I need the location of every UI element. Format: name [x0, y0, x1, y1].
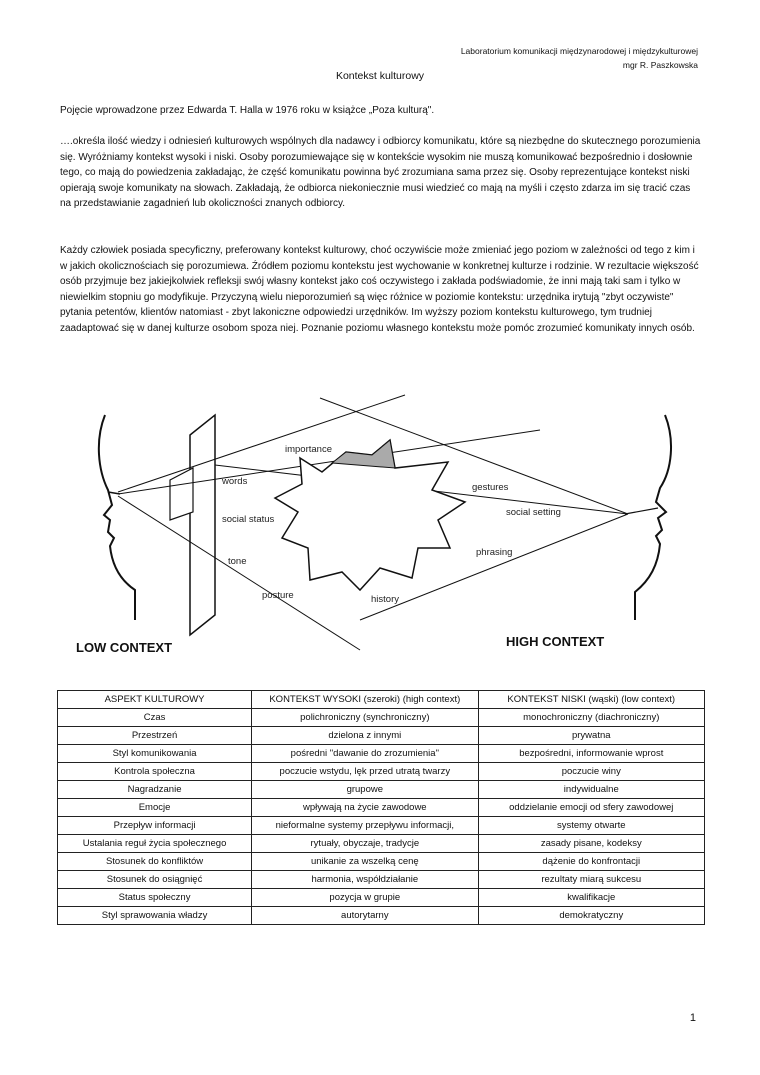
label-gestures: gestures	[472, 482, 509, 493]
context-diagram-svg	[60, 380, 710, 665]
row-aspect: Czas	[58, 709, 252, 727]
context-comparison-table	[57, 690, 705, 925]
row-low: poczucie winy	[478, 763, 704, 781]
row-aspect: Kontrola społeczna	[58, 763, 252, 781]
label-social-setting: social setting	[506, 507, 561, 518]
row-low: indywidualne	[478, 781, 704, 799]
right-eye	[625, 508, 658, 514]
row-high: pośredni "dawanie do zrozumienia"	[252, 745, 478, 763]
row-aspect: Stosunek do osiągnięć	[58, 871, 252, 889]
row-high: dzielona z innymi	[252, 727, 478, 745]
table-row	[58, 709, 705, 727]
header-high-context: KONTEKST WYSOKI (szeroki) (high context)	[252, 691, 478, 709]
label-words: words	[222, 476, 248, 487]
definition-paragraph: ….określa ilość wiedzy i odniesień kulturowych wspólnych dla nadawcy i odbiorcy komunikatu, które są niezbędne do skutecznego porozumienia się. Wyróżniamy kontekst wysoki i niski. Osoby porozumiewające się w kontekście wysokim nie muszą komunikować bezpośrednio i dosłownie tego, co mają do powiedzenia zakładając, że część komunikatu powinna być zrozumiana sama przez się. Osoby reprezentujące kontekst niski opierają swoje komunikaty na słowach. Zakładają, że odbiorca niekoniecznie musi wiedzieć co mają na myśli i często zdarza im się tracić czas na przedstawianie zagadnień lub okoliczności znanych odbiorcy.	[60, 136, 701, 209]
table-row	[58, 889, 705, 907]
row-aspect: Przestrzeń	[58, 727, 252, 745]
context-diagram	[60, 380, 710, 665]
row-low: rezultaty miarą sukcesu	[478, 871, 704, 889]
label-low-context: LOW CONTEXT	[76, 640, 173, 655]
table-row	[58, 763, 705, 781]
shaded-region	[332, 440, 395, 468]
row-low: systemy otwarte	[478, 817, 704, 835]
row-aspect: Stosunek do konfliktów	[58, 853, 252, 871]
row-low: demokratyczny	[478, 907, 704, 925]
row-low: kwalifikacje	[478, 889, 704, 907]
header-institution: Laboratorium komunikacji międzynarodowej i międzykulturowej	[460, 46, 698, 56]
label-social-status: social status	[222, 514, 275, 525]
table-row	[58, 817, 705, 835]
table-row	[58, 907, 705, 925]
row-high: wpływają na życie zawodowe	[252, 799, 478, 817]
page-number: 1	[689, 1012, 696, 1024]
table-header-row	[58, 691, 705, 709]
row-high: harmonia, współdziałanie	[252, 871, 478, 889]
row-aspect: Styl sprawowania władzy	[58, 907, 252, 925]
intro-paragraph: Pojęcie wprowadzone przez Edwarda T. Halla w 1976 roku w książce „Poza kulturą".	[60, 105, 435, 116]
row-high: nieformalne systemy przepływu informacji,	[252, 817, 478, 835]
table-row	[58, 781, 705, 799]
row-low: zasady pisane, kodeksy	[478, 835, 704, 853]
row-aspect: Przepływ informacji	[58, 817, 252, 835]
table-row	[58, 799, 705, 817]
table-row	[58, 727, 705, 745]
row-low: oddzielanie emocji od sfery zawodowej	[478, 799, 704, 817]
row-high: grupowe	[252, 781, 478, 799]
row-high: unikanie za wszelką cenę	[252, 853, 478, 871]
row-aspect: Nagradzanie	[58, 781, 252, 799]
row-high: rytuały, obyczaje, tradycje	[252, 835, 478, 853]
row-high: autorytarny	[252, 907, 478, 925]
screen-window	[170, 468, 193, 520]
header-low-context: KONTEKST NISKI (wąski) (low context)	[478, 691, 704, 709]
label-history: history	[371, 594, 399, 605]
row-high: polichroniczny (synchroniczny)	[252, 709, 478, 727]
header-author: mgr R. Paszkowska	[622, 60, 698, 70]
row-aspect: Emocje	[58, 799, 252, 817]
label-posture: posture	[262, 590, 294, 601]
table-row	[58, 745, 705, 763]
row-aspect: Status społeczny	[58, 889, 252, 907]
table-row	[58, 853, 705, 871]
row-low: monochroniczny (diachroniczny)	[478, 709, 704, 727]
table-row	[58, 871, 705, 889]
label-importance: importance	[285, 444, 332, 455]
table-row	[58, 835, 705, 853]
document-header	[461, 44, 698, 72]
label-high-context: HIGH CONTEXT	[506, 634, 605, 649]
row-low: prywatna	[478, 727, 704, 745]
header-aspect: ASPEKT KULTUROWY	[58, 691, 252, 709]
row-low: dążenie do konfrontacji	[478, 853, 704, 871]
row-low: bezpośredni, informowanie wprost	[478, 745, 704, 763]
row-high: pozycja w grupie	[252, 889, 478, 907]
row-aspect: Ustalania reguł życia społecznego	[58, 835, 252, 853]
label-tone: tone	[228, 556, 247, 567]
context-screen	[190, 415, 215, 635]
page-title: Kontekst kulturowy	[335, 70, 425, 82]
label-phrasing: phrasing	[476, 547, 513, 558]
right-face-profile	[635, 415, 671, 620]
left-face-profile	[99, 415, 135, 620]
discussion-paragraph: Każdy człowiek posiada specyficzny, preferowany kontekst kulturowy, choć oczywiście może zmieniać jego poziom w zależności od tego z kim i w jakich okolicznościach się porozumiewa. Źródłem poziomu kontekstu jest wychowanie w konkretnej kulturze i rodzinie. W rezultacie większość osób przyjmuje bez jakiejkolwiek refleksji swój własny kontekst jako coś oczywistego i zakłada podświadomie, że inni mają taki sam i tylko w niewielkim stopniu go modyfikuje. Przyczyną wielu nieporozumień są więc różnice w poziomie kontekstu: urzędnika irytują "zbyt oczywiste" pytania petentów, klientów natomiast - zbyt lakoniczne odpowiedzi urzędników. Im wyższy poziom kontekstu kulturowego, tym trudniej zaadaptować się w danej kulturze osobom spoza niej. Poznanie poziomu własnego kontekstu może pomóc zrozumieć komunikaty innych osób.	[60, 245, 699, 334]
row-high: poczucie wstydu, lęk przed utratą twarzy	[252, 763, 478, 781]
row-aspect: Styl komunikowania	[58, 745, 252, 763]
